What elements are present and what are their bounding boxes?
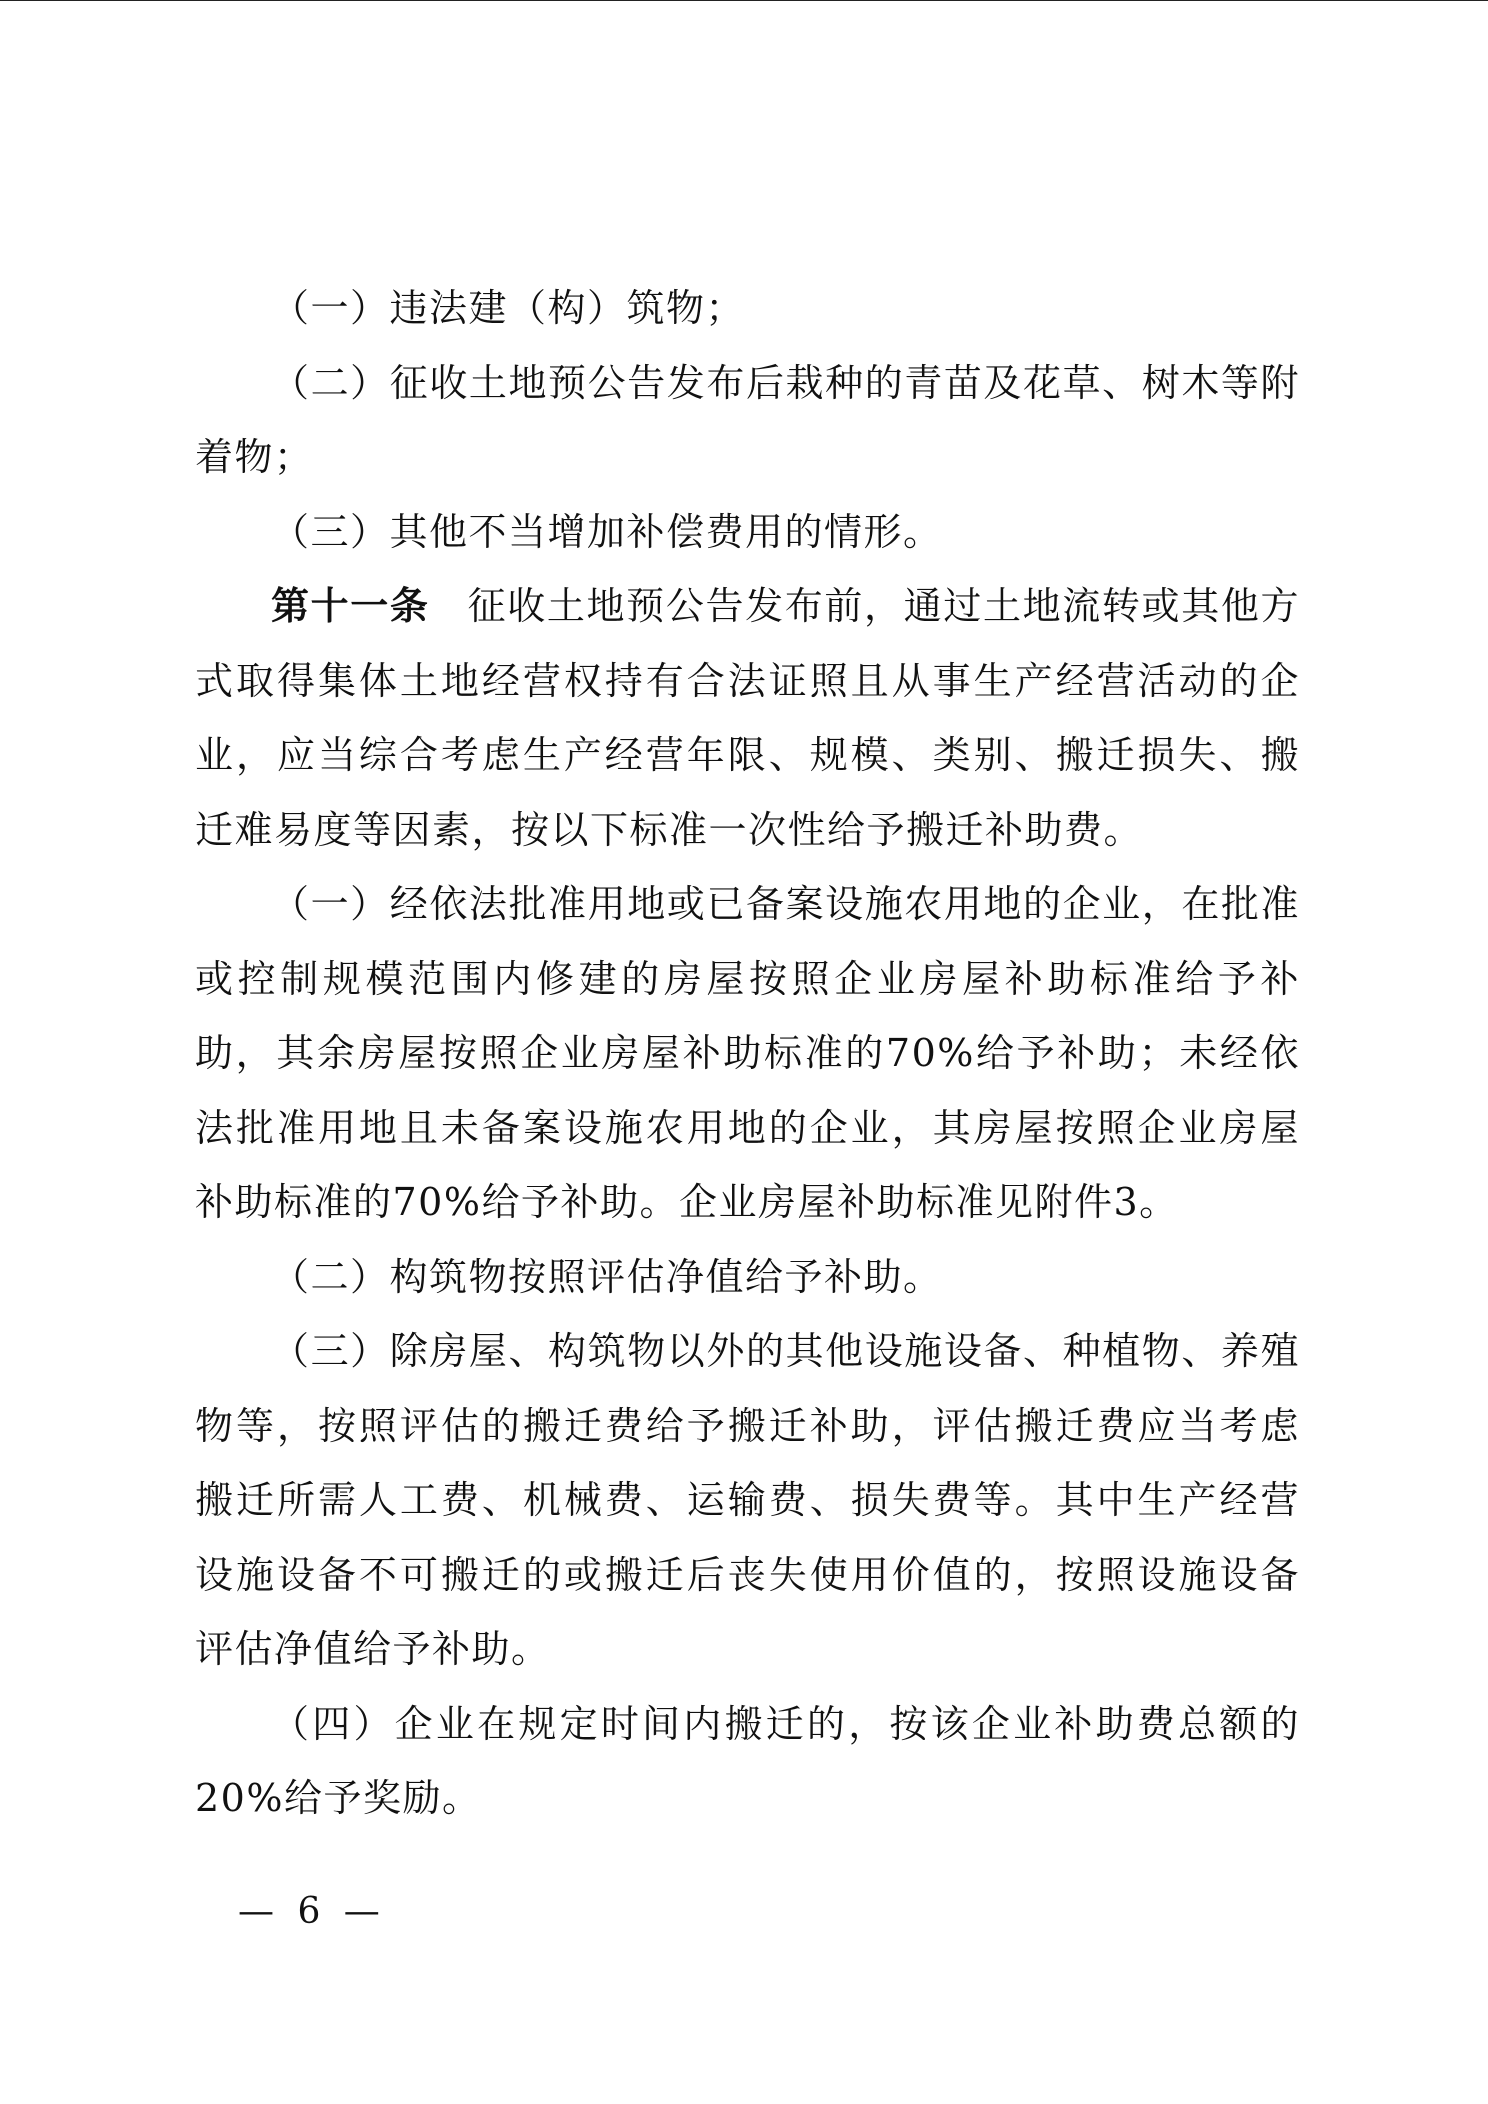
clause-text: （二）构筑物按照评估净值给予补助。: [271, 1254, 943, 1299]
clause-paragraph: [195, 495, 1300, 570]
clause-paragraph: [195, 1314, 1300, 1687]
clause-text: （三）除房屋、构筑物以外的其他设施设备、种植物、养殖物等，按照评估的搬迁费给予搬迁补助，评估搬迁费应当考虑搬迁所需人工费、机械费、运输费、损失费等。其中生产经营设施设备不可搬迁的或搬迁后丧失使用价值的，按照设施设备评估净值给予补助。: [195, 1329, 1300, 1671]
document-body: [195, 271, 1300, 1836]
clause-text: （三）其他不当增加补偿费用的情形。: [271, 509, 943, 554]
clause-text: （一）违法建（构）筑物；: [271, 286, 746, 330]
clause-text: （一）经依法批准用地或已备案设施农用地的企业，在批准或控制规模范围内修建的房屋按照企业房屋补助标准给予补助，其余房屋按照企业房屋补助标准的70%给予补助；未经依法批准用地且未备案设施农用地的企业，其房屋按照企业房屋补助标准的70%给予补助。企业房屋补助标准见附件3。: [195, 882, 1300, 1224]
clause-paragraph: [195, 346, 1300, 495]
clause-paragraph: [195, 271, 1300, 346]
page-number: — 6 —: [238, 1891, 386, 1932]
article-heading: 第十一条: [271, 583, 430, 628]
clause-paragraph: [195, 1687, 1300, 1836]
article-paragraph: [195, 569, 1300, 867]
clause-paragraph: [195, 1240, 1300, 1315]
clause-text: （二）征收土地预公告发布后栽种的青苗及花草、树木等附着物；: [195, 360, 1300, 479]
clause-paragraph: [195, 867, 1300, 1240]
clause-text: （四）企业在规定时间内搬迁的，按该企业补助费总额的20%给予奖励。: [195, 1701, 1300, 1820]
article-text: 征收土地预公告发布前，通过土地流转或其他方式取得集体土地经营权持有合法证照且从事生产经营活动的企业，应当综合考虑生产经营年限、规模、类别、搬迁损失、搬迁难易度等因素，按以下标准一次性给予搬迁补助费。: [195, 584, 1300, 852]
